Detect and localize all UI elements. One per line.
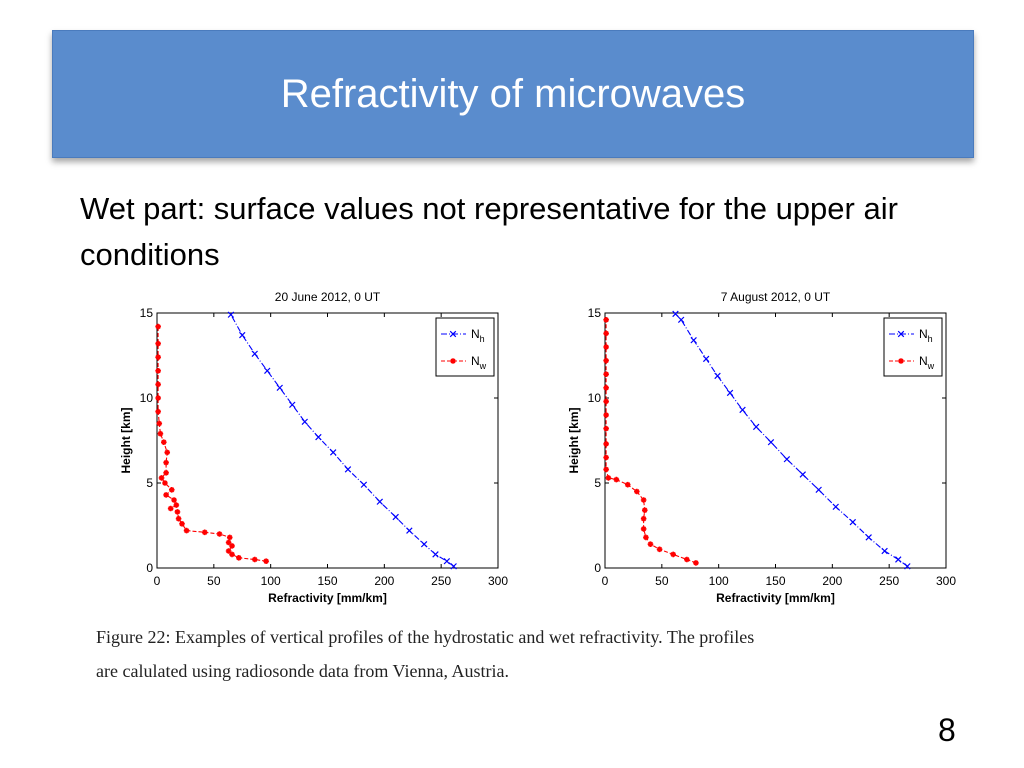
data-point <box>252 557 258 563</box>
data-point <box>226 548 232 554</box>
slide-title: Refractivity of microwaves <box>280 71 746 116</box>
x-tick-label: 50 <box>207 574 221 588</box>
x-tick-label: 250 <box>879 574 900 588</box>
x-tick-label: 150 <box>765 574 786 588</box>
chart-title: 20 June 2012, 0 UT <box>274 290 381 304</box>
y-tick-label: 10 <box>139 391 153 405</box>
caption-line-1: Figure 22: Examples of vertical profiles of the hydrostatic and wet refractivity. The profiles <box>96 627 755 647</box>
legend-label: $N_w$ <box>471 354 487 371</box>
x-tick-label: 300 <box>935 574 957 588</box>
data-point <box>634 489 640 495</box>
legend-label: $N_w$ <box>919 354 935 371</box>
title-banner <box>52 30 974 158</box>
chart-title: 7 August 2012, 0 UT <box>720 290 831 304</box>
x-tick-label: 200 <box>822 574 843 588</box>
chart-20-june <box>100 282 520 612</box>
data-point <box>162 480 168 486</box>
x-tick-label: 250 <box>431 574 452 588</box>
page-number: 8 <box>938 712 956 748</box>
caption-line-2: are calulated using radiosonde data from Vienna, Austria. <box>96 661 509 681</box>
x-tick-label: 0 <box>153 574 161 588</box>
x-tick-label: 300 <box>487 574 509 588</box>
data-point <box>171 497 177 503</box>
data-point <box>648 541 654 547</box>
x-tick-label: 100 <box>708 574 729 588</box>
y-tick-label: 10 <box>587 391 601 405</box>
y-tick-label: 0 <box>594 561 601 575</box>
legend <box>436 318 494 376</box>
y-tick-label: 5 <box>146 476 153 490</box>
y-axis-label: Height [km] <box>567 407 581 474</box>
data-point <box>603 455 609 461</box>
data-point <box>168 506 174 512</box>
legend <box>884 318 942 376</box>
x-axis-label: Refractivity [mm/km] <box>268 591 387 605</box>
x-axis-label: Refractivity [mm/km] <box>716 591 835 605</box>
data-point <box>603 412 609 418</box>
y-tick-label: 15 <box>139 306 153 320</box>
legend-label: $N_h$ <box>919 327 933 344</box>
data-point <box>217 531 223 537</box>
data-point <box>642 507 648 513</box>
data-point <box>693 560 699 566</box>
y-tick-label: 5 <box>594 476 601 490</box>
data-point <box>156 421 162 427</box>
data-point <box>226 540 232 546</box>
slide-subtitle: Wet part: surface values not representative for the upper air conditions <box>80 191 898 272</box>
figure-caption <box>96 620 956 688</box>
y-axis-label: Height [km] <box>119 407 133 474</box>
x-tick-label: 150 <box>317 574 338 588</box>
data-point <box>684 557 690 563</box>
x-tick-label: 0 <box>601 574 609 588</box>
x-tick-label: 50 <box>655 574 669 588</box>
chart-7-august <box>548 282 968 612</box>
y-tick-label: 15 <box>587 306 601 320</box>
legend-label: $N_h$ <box>471 327 485 344</box>
y-tick-label: 0 <box>146 561 153 575</box>
x-tick-label: 100 <box>260 574 281 588</box>
legend-marker <box>898 358 904 364</box>
x-tick-label: 200 <box>374 574 395 588</box>
legend-marker <box>450 358 456 364</box>
